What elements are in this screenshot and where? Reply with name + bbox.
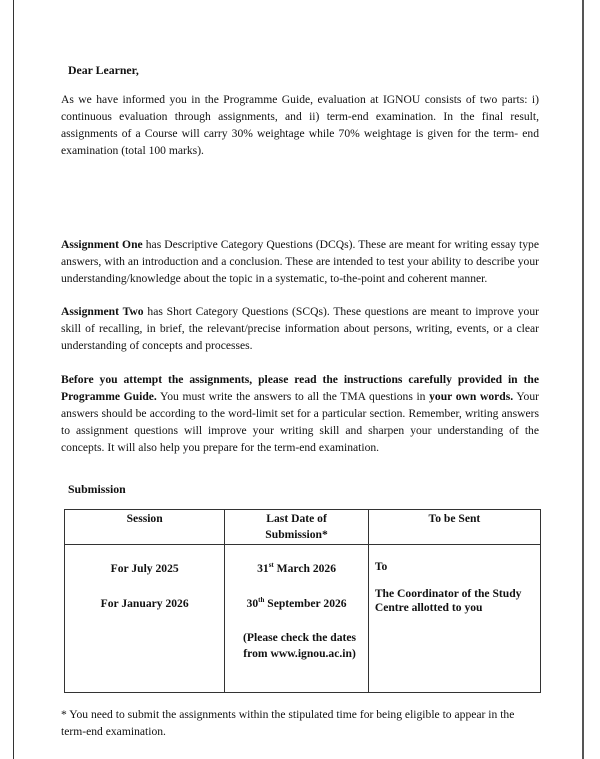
assignment-one-paragraph (61, 236, 539, 287)
session-july-2025: For July 2025 (110, 562, 179, 575)
session-cell (65, 545, 225, 693)
instructions-bold-mid: your own words. (429, 390, 514, 403)
assignment-two-label: Assignment Two (61, 305, 144, 318)
intro-paragraph: As we have informed you in the Programme Guide, evaluation at IGNOU consists of two parts: i) continuous evaluation through assignments, and ii) term-end examination. In the final result, assignments of a Course will carry 30% weightage while 70% weightage is given for the term- end examination (total 100 marks). (61, 93, 539, 157)
header-session: Session (65, 510, 225, 545)
instructions-paragraph (61, 371, 539, 456)
date-note: (Please check the dates from www.ignou.ac.in) (243, 631, 357, 660)
assignment-two-text: has Short Category Questions (SCQs). These questions are meant to improve your skill of recalling, in brief, the relevant/precise information about persons, writing, events, or a clear understanding of concepts and processes. (61, 305, 539, 352)
assignment-one-label: Assignment One (61, 238, 143, 251)
footnote: * You need to submit the assignments within the stipulated time for being eligible to appear in the term-end examination. (61, 708, 515, 738)
date-cell (225, 545, 369, 693)
instructions-text-1: You must write the answers to all the TMA questions in (156, 390, 430, 403)
recipient-cell (368, 545, 540, 693)
recipient-text: The Coordinator of the Study Centre allotted to you (374, 587, 522, 614)
session-january-2026: For January 2026 (100, 597, 189, 610)
header-last-date: Last Date of Submission* (225, 510, 369, 545)
date-january-2026: 30th September 2026 (246, 596, 347, 610)
submission-title: Submission (68, 482, 126, 496)
table-header-row (65, 510, 541, 545)
assignment-two-paragraph (61, 303, 539, 354)
table-body-row (65, 545, 541, 693)
assignment-one-text: has Descriptive Category Questions (DCQs). These are meant for writing essay type answers, with an introduction and a conclusion. These are intended to test your ability to describe your understanding/knowledge about the topic in a systematic, to-the-point and coherent manner. (61, 238, 539, 285)
header-to-be-sent: To be Sent (368, 510, 540, 545)
greeting: Dear Learner, (68, 63, 139, 77)
submission-table (64, 509, 541, 693)
instructions-text-2: Your answers should be according to the word-limit set for a particular section. Remember, writing answers to assignment questions will improve your writing skill and sharpen your understanding of the concepts. It will also help you prepare for the term-end examination. (61, 390, 540, 454)
to-label: To (374, 560, 388, 573)
date-july-2025: 31st March 2026 (257, 561, 337, 575)
instructions-lead: Before you attempt the assignments, please read the instructions carefully provided in the Programme Guide. (61, 373, 539, 403)
